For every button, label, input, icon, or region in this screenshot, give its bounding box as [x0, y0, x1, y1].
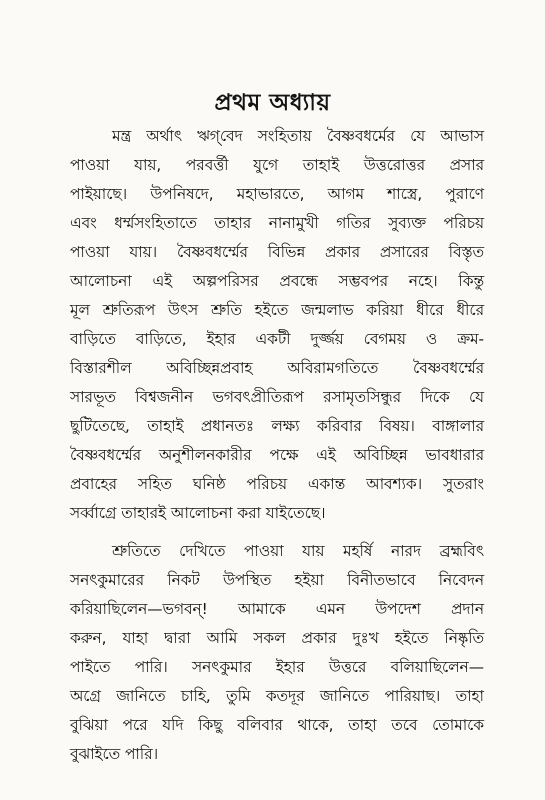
text-line: পাওয়া যায়। বৈষ্ণবধর্ম্মের বিভিন্ন প্রকার প্রসারের বিস্তৃত: [70, 243, 484, 261]
text-line: বিস্তারশীল অবিচ্ছিন্নপ্রবাহ অবিরামগতিতে বৈষ্ণবধর্ম্মের: [70, 359, 484, 377]
text-line: পাইয়াছে। উপনিষদে, মহাভারতে, আগম শাস্ত্রে, পুরাণে: [70, 185, 484, 203]
text-line: সর্ব্বাগ্রে তাহারই আলোচনা করা যাইতেছে।: [70, 504, 326, 522]
text-line: সনৎকুমারের নিকট উপস্থিত হইয়া বিনীতভাবে নিবেদন: [70, 571, 484, 589]
text-line: করিয়াছিলেন—ভগবন্‌! আমাকে এমন উপদেশ প্রদান: [70, 600, 484, 618]
text-line: করুন, যাহা দ্বারা আমি সকল প্রকার দুঃখ হইতে নিষ্কৃতি: [70, 629, 484, 647]
text-line: অগ্রে জানিতে চাহি, তুমি কতদূর জানিতে পারিয়াছ। তাহা: [70, 687, 484, 705]
text-line: এবং ধর্ম্মসংহিতাতে তাহার নানামুখী গতির সুব্যক্ত পরিচয়: [70, 214, 484, 232]
text-line: মন্ত্র অর্থাৎ ঋগ্‌বেদ সংহিতায় বৈষ্ণবধর্মের যে আভাস: [112, 127, 484, 145]
text-line: পাইতে পারি। সনৎকুমার ইহার উত্তরে বলিয়াছিলেন—: [70, 658, 484, 676]
text-line: সারভূত বিশ্বজনীন ভগবৎপ্রীতিরূপ রসামৃতসিন্ধুর দিকে যে: [70, 388, 484, 406]
text-line: শ্রুতিতে দেখিতে পাওয়া যায় মহর্ষি নারদ ব্রহ্মবিৎ: [112, 542, 484, 560]
text-line: আলোচনা এই অল্পপরিসর প্রবন্ধে সম্ভবপর নহে। কিন্তু: [70, 272, 484, 290]
text-line: মূল শ্রুতিরূপ উৎস শ্রুতি হইতে জন্মলাভ করিয়া ধীরে ধীরে: [70, 301, 484, 319]
text-line: ছুটিতেছে, তাহাই প্রধানতঃ লক্ষ্য করিবার বিষয়। বাঙ্গালার: [70, 417, 484, 435]
text-line: বুঝাইতে পারি।: [70, 745, 159, 763]
chapter-title: প্রথম অধ্যায়: [214, 90, 331, 116]
text-line: পাওয়া যায়, পরবর্ত্তী যুগে তাহাই উত্তরোত্তর প্রসার: [70, 156, 484, 174]
text-line: বুঝিয়া পরে যদি কিছু বলিবার থাকে, তাহা তবে তোমাকে: [70, 716, 484, 734]
text-line: বৈষ্ণবধর্ম্মের অনুশীলনকারীর পক্ষে এই অবিচ্ছিন্ন ভাবধারার: [70, 446, 484, 464]
text-line: প্রবাহের সহিত ঘনিষ্ঠ পরিচয় একান্ত আবশ্যক। সুতরাং: [70, 475, 484, 493]
text-line: বাড়িতে বাড়িতে, ইহার একটী দুর্জ্জয় বেগময় ও ক্রম-: [70, 330, 484, 348]
